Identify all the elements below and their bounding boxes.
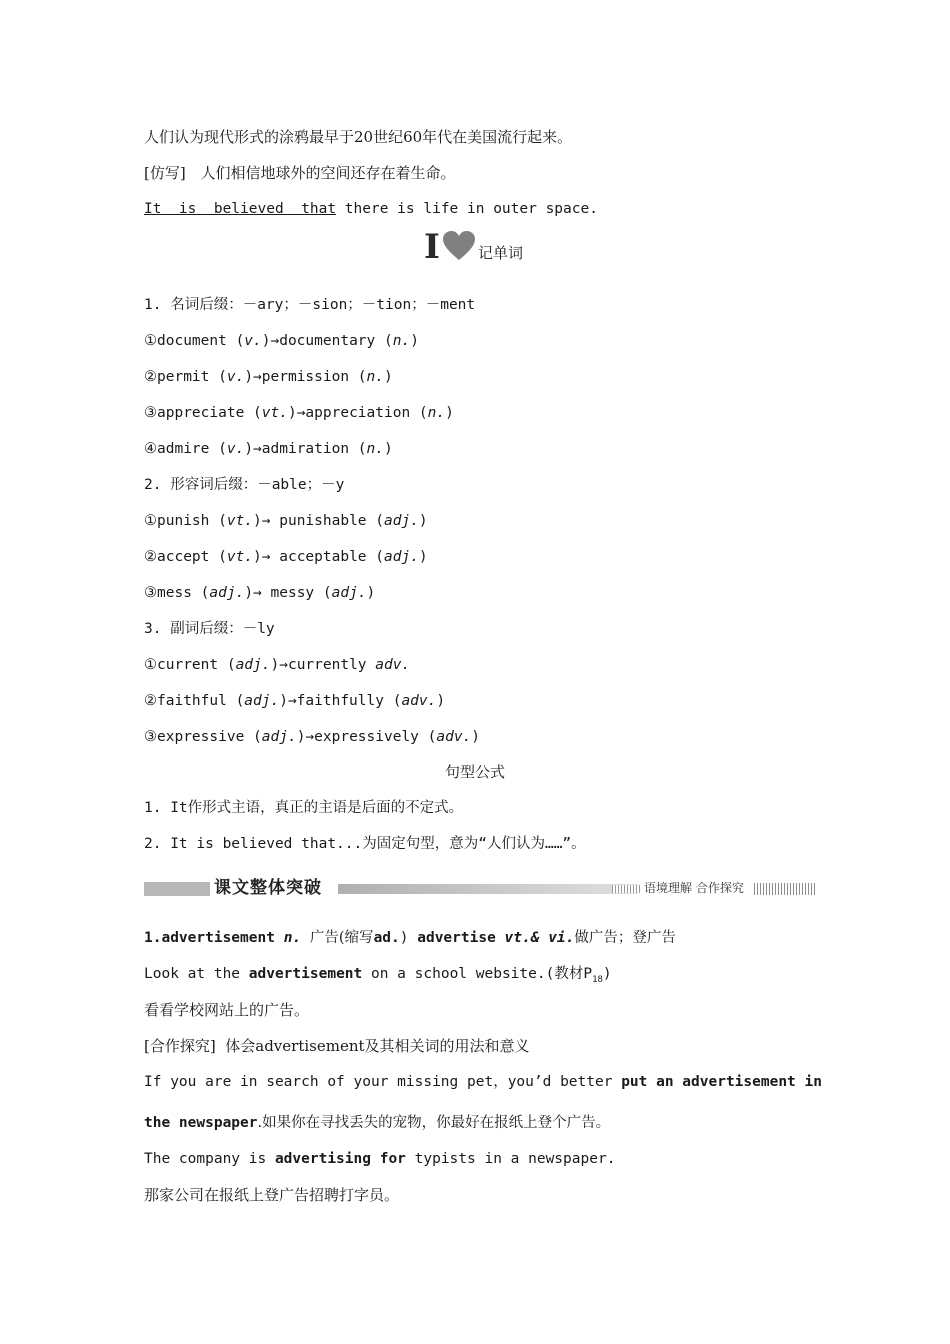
big-letter-i: I [424, 227, 440, 267]
section-banner [144, 876, 816, 900]
vocab-item: ③mess (adj.)→ messy (adj.) [144, 585, 376, 601]
answer-underlined: It is believed that [144, 201, 337, 217]
vocab-item: ①punish (vt.)→ punishable (adj.) [144, 513, 428, 529]
vocab-heading-noun: 1. 名词后缀：－ary；－sion；－tion；－ment [144, 297, 476, 313]
banner-stripes [754, 883, 816, 895]
example-line: the newspaper.如果你在寻找丢失的宠物，你最好在报纸上登个广告。 [144, 1115, 611, 1131]
banner-bar [338, 884, 638, 894]
vocab-item: ③appreciate (vt.)→appreciation (n.) [144, 405, 454, 421]
example-translation: 那家公司在报纸上登广告招聘打字员。 [144, 1186, 400, 1204]
imitate-text: 人们相信地球外的空间还存在着生命。 [200, 164, 456, 182]
answer-line [144, 199, 598, 219]
coop-text: 体会advertisement及其相关词的用法和意义 [225, 1037, 530, 1055]
vocab-item: ②permit (v.)→permission (n.) [144, 369, 393, 385]
pattern-item: 1. It作形式主语，真正的主语是后面的不定式。 [144, 800, 464, 816]
vocab-heading-adv: 3. 副词后缀：－ly [144, 621, 275, 637]
vocab-item: ①document (v.)→documentary (n.) [144, 333, 419, 349]
sentence-pattern-title: 句型公式 [444, 763, 505, 781]
entry-head-word: 1.advertisement [144, 930, 275, 946]
vocab-item: ①current (adj.)→currently adv. [144, 657, 411, 673]
vocab-item: ②accept (vt.)→ acceptable (adj.) [144, 549, 428, 565]
coop-line [144, 1036, 530, 1056]
banner-dots [612, 885, 642, 893]
vocab-heading-adj: 2. 形容词后缀：－able；－y [144, 477, 345, 493]
vocab-item: ②faithful (adj.)→faithfully (adv.) [144, 693, 446, 709]
entry-heading: 1.advertisement n. 广告(缩写ad.) advertise vt.& vi.做广告；登广告 [144, 930, 676, 946]
example-line: Look at the advertisement on a school website.(教材$P_{18}$) [144, 966, 612, 985]
vocab-item: ③expressive (adj.)→expressively (adv.) [144, 729, 481, 745]
banner-bar-left [144, 882, 210, 896]
pattern-item: 2. It is believed that...为固定句型，意为“人们认为……”。 [144, 836, 586, 852]
translation-line: 人们认为现代形式的涂鸦最早于20世纪60年代在美国流行起来。 [144, 128, 573, 146]
example-translation: 看看学校网站上的广告。 [144, 1001, 310, 1019]
vocab-title: 记单词 [478, 244, 524, 262]
imitate-label: [仿写] [144, 164, 186, 182]
example-line: If you are in search of your missing pet，you’d better put an advertisement in [144, 1074, 822, 1090]
banner-tag: 语境理解 合作探究 [644, 881, 744, 895]
imitate-line [144, 163, 456, 183]
answer-rest: there is life in outer space. [336, 201, 598, 217]
coop-label: [合作探究] [144, 1037, 216, 1055]
heart-icon [442, 230, 476, 262]
banner-title: 课文整体突破 [214, 878, 322, 898]
example-line: The company is advertising for typists in a newspaper. [144, 1151, 616, 1167]
vocab-item: ④admire (v.)→admiration (n.) [144, 441, 393, 457]
